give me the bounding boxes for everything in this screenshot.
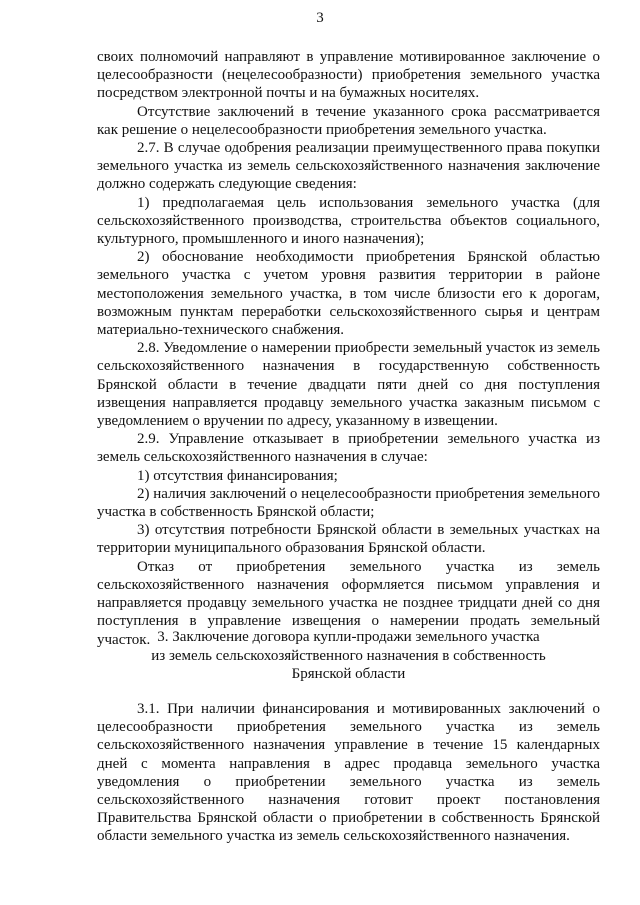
paragraph: Отказ от приобретения земельного участка из земель сельскохозяйственного назначения оформляется письмом управления и направляется продавцу земельного участка не позднее тридцати дней со дня поступления в управление извещения о намерении продать земельный участок. [97,558,600,648]
list-item: 2) наличия заключений о нецелесообразности приобретения земельного участка в собственность Брянской области; [97,485,600,521]
paragraph: 2.7. В случае одобрения реализации преимущественного права покупки земельного участка из земель сельскохозяйственного назначения заключение должно содержать следующие сведения: [97,140,600,193]
paragraph: 2.8. Уведомление о намерении приобрести земельный участок из земель сельскохозяйственного назначения в государственную собственность Брянской области в течение двадцати пяти дней со дня поступления извещения направляется продавцу земельного участка заказным письмом с уведомлением о вручении по адресу, указанному в извещении. [97,340,600,430]
list-item: 1) предполагаемая цель использования земельного участка (для сельскохозяйственного производства, строительства объектов социального, культурного, промышленного и иного назначения); [97,194,600,248]
paragraph: 3.1. При наличии финансирования и мотивированных заключений о целесообразности приобретения земельного участка из земель сельскохозяйственного назначения управление в течение 15 календарных дней с момента направления в адрес продавца земельного участка уведомления о приобретении земельного участка из земель сельскохозяйственного назначения готовит проект постановления Правительства Брянской области о приобретении в собственность Брянской области земельного участка из земель сельскохозяйственного назначения. [97,701,600,845]
body-text-section-2 [97,48,600,649]
section-heading [97,628,600,684]
paragraph: 2.9. Управление отказывает в приобретении земельного участка из земель сельскохозяйственного назначения в случае: [97,431,600,466]
section-heading-line: 3. Заключение договора купли-продажи земельного участка [157,629,540,645]
section-heading-line: из земель сельскохозяйственного назначения в собственность [151,647,546,664]
paragraph: Отсутствие заключений в течение указанного срока рассматривается как решение о нецелесообразности приобретения земельного участка. [97,103,600,138]
section-heading-line: Брянской области [291,666,406,682]
page-number: 3 [316,10,324,26]
body-text-section-3 [97,700,600,846]
list-item: 3) отсутствия потребности Брянской области в земельных участках на территории муниципального образования Брянской области. [97,522,600,557]
list-item: 1) отсутствия финансирования; [137,467,338,484]
list-item: 2) обоснование необходимости приобретения Брянской областью земельного участка с учетом уровня развития территории в районе местоположения земельного участка, в том числе близости его к дорогам, возможным пунктам переработки сельскохозяйственного сырья и центрам материально-технического снабжения. [97,249,600,339]
paragraph: своих полномочий направляют в управление мотивированное заключение о целесообразности (нецелесообразности) приобретения земельного участка посредством электронной почты и на бумажных носителях. [97,49,600,102]
